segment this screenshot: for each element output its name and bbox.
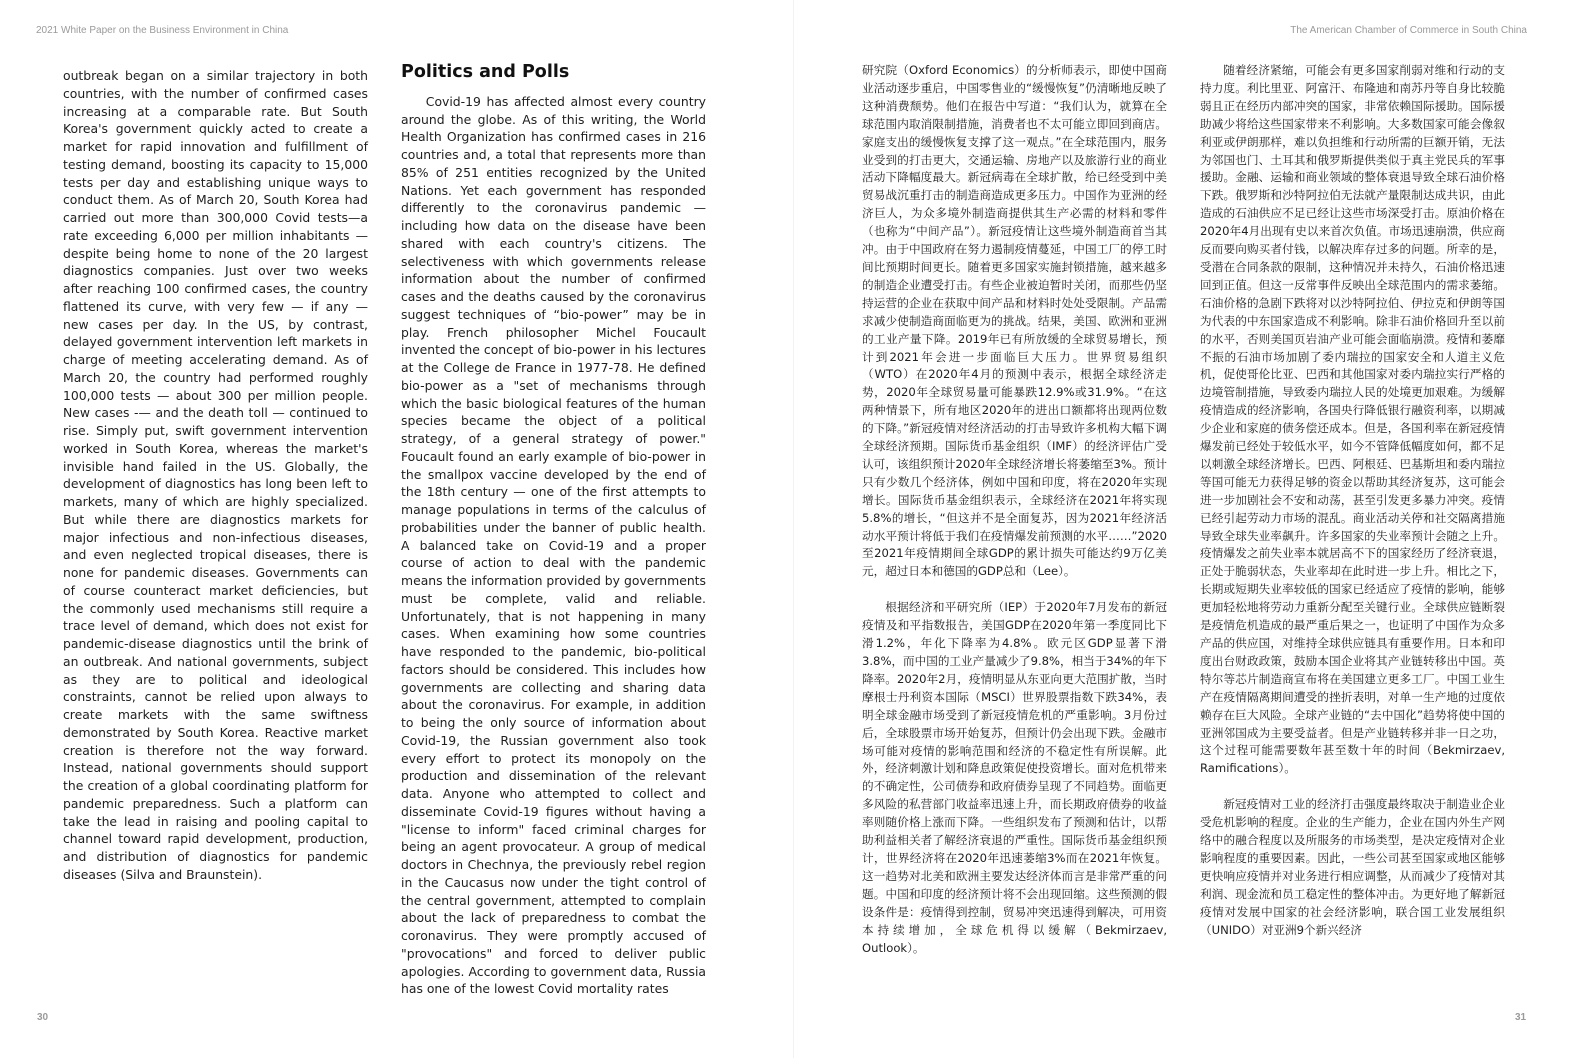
paragraph: outbreak began on a similar trajectory in both countries, with the number of confirmed cases increasing at a comparable rate. But South Korea's government quickly acted to create a market for rapid innovation and fulfillment of testing demand, boosting its capacity to 15,000 tests per day and establishing unique ways to conduct them. As of March 20, South Korea had carried out more than 300,000 Covid tests—a rate exceeding 6,000 per million inhabitants — despite being home to none of the 20 largest diagnostics companies. Just over two weeks after reaching 100 confirmed cases, the country flattened its curve, with very few — if any — new cases per day. In the US, by contrast, delayed government intervention left markets in charge of meeting accelerating demand. As of March 20, the country had performed roughly 100,000 tests — about 300 per million people. New cases -— and the death toll — continued to rise. Simply put, swift government intervention worked in South Korea, whereas the market's invisible hand failed in the US. Globally, the development of diagnostics has long been left to markets, many of which are highly specialized. But while there are diagnostics markets for major infectious and non-infectious diseases, and even neglected tropical diseases, there is none for pandemic diseases. Governments can of course counteract market deficiencies, but the commonly used mechanisms still require a trace level of demand, which does not exist for pandemic-disease diagnostics until the brink of an outbreak. And national governments, subject as they are to political and ideological constraints, cannot be relied upon always to create markets with the same swiftness demonstrated by South Korea. Reactive market creation is therefore not the way forward. Instead, national governments should support the creation of a global coordinating platform for pandemic preparedness. Such a platform can take the lead in raising and pooling capital to channel toward rapid development, production, and distribution of diagnostics for pandemic diseases (Silva and Braunstein).: [63, 68, 368, 882]
paragraph: Covid-19 has affected almost every country around the globe. As of this writing, the World Health Organization has confirmed cases in 216 countries and, a total that represents more than 85% of 251 entities recognized by the United Nations. Yet each government has responded differently to the coronavirus pandemic — including how data on the disease have been shared with each country's citizens. The selectiveness with which governments release information about the number of confirmed cases and the deaths caused by the coronavirus suggest techniques of “bio-power” may be in play. French philosopher Michel Foucault invented the concept of bio-power in his lectures at the College de France in 1977-78. He defined bio-power as a "set of mechanisms through which the basic biological features of the human species became the object of a political strategy, of a general strategy of power." Foucault found an early example of bio-power in the smallpox vaccine developed by the end of the 18th century — one of the first attempts to manage populations in terms of the calculus of probabilities under the banner of public health. A balanced take on Covid-19 and a proper course of action to deal with the pandemic means the information provided by governments must be complete, valid and reliable. Unfortunately, that is not happening in many cases. When examining how some countries have responded to the pandemic, bio-political factors should be considered. This includes how governments are collecting and sharing data about the coronavirus. For example, in addition to being the only source of information about Covid-19, the Russian government also took every effort to protect its monopoly on the production and dissemination of the relevant data. Anyone who attempted to collect and disseminate Covid-19 figures without having a "license to inform" faced criminal charges for being an agent provocateur. A group of medical doctors in Chechnya, the previously rebel region in the Caucasus now under the tight control of the central government, attempted to complain about the lack of preparedness to combat the coronavirus. They were promptly accused of "provocations" and forced to deliver public apologies. According to government data, Russia has one of the lowest Covid mortality rates: [401, 93, 706, 997]
running-header-left: 2021 White Paper on the Business Environment in China: [36, 25, 289, 36]
page-number-right: 31: [1515, 1012, 1527, 1023]
gutter: [793, 0, 794, 1058]
column-2: [401, 64, 706, 998]
paragraph: 随着经济紧缩，可能会有更多国家削弱对维和行动的支持力度。利比里亚、阿富汗、布隆迪和南苏丹等自身比较脆弱且正在经历内部冲突的国家，非常依赖国际援助。国际援助减少将给这些国家带来不利影响。大多数国家可能会像叙利亚或伊朗那样，难以负担维和行动所需的巨额开销，无法为邻国也门、土耳其和俄罗斯提供类似于真主党民兵的军事援助。金融、运输和商业领域的整体衰退导致全球石油价格下跌。俄罗斯和沙特阿拉伯无法就产量限制达成共识，由此造成的石油供应不足已经让这些市场深受打击。原油价格在2020年4月出现有史以来首次负值。市场迅速崩溃，供应商反而要向购买者付钱，以解决库存过多的问题。所幸的是，受潜在合同条款的限制，这种情况并未持久，石油价格迅速回到正值。但这一反常事件反映出全球范围内的需求萎缩。石油价格的急剧下跌将对以沙特阿拉伯、伊拉克和伊朗等国为代表的中东国家造成不利影响。除非石油价格回升至以前的水平，否则美国页岩油产业可能会面临崩溃。疫情和萎靡不振的石油市场加剧了委内瑞拉的国家安全和人道主义危机，促使哥伦比亚、巴西和其他国家对委内瑞拉实行严格的边境管制措施，导致委内瑞拉人民的处境更加艰难。为缓解疫情造成的经济影响，各国央行降低银行融资利率，以期减少企业和家庭的债务偿还成本。但是，各国利率在新冠疫情爆发前已经处于较低水平，如今不管降低幅度如何，都不足以刺激全球经济增长。巴西、阿根廷、巴基斯坦和委内瑞拉等国可能无力获得足够的资金以帮助其经济复苏，这可能会进一步加剧社会不安和动荡，甚至引发更多暴力冲突。疫情已经引起劳动力市场的混乱。商业活动关停和社交隔离措施导致全球失业率飙升。许多国家的失业率预计会随之上升。疫情爆发之前失业率本就居高不下的国家经历了经济衰退，正处于脆弱状态，失业率却在此时进一步上升。相比之下，长期或短期失业率较低的国家已经适应了疫情的影响，能够更加轻松地将劳动力重新分配至关键行业。全球供应链断裂是疫情危机造成的最严重后果之一，也证明了中国作为众多产品的供应国，对维持全球供应链具有重要作用。日本和印度出台财政政策，鼓励本国企业将其产业链转移出中国。英特尔等芯片制造商宣布将在美国建立更多工厂。中国工业生产在疫情隔离期间遭受的挫折表明，对单一生产地的过度依赖存在巨大风险。全球产业链的“去中国化”趋势将使中国的亚洲邻国成为主要受益者。但是产业链转移并非一日之功，这个过程可能需要数年甚至数十年的时间（Bekmirzaev, Ramifications）。: [1200, 63, 1505, 776]
running-header-right: The American Chamber of Commerce in South China: [1290, 25, 1527, 36]
paragraph: 根据经济和平研究所（IEP）于2020年7月发布的新冠疫情及和平指数报告，美国GDP在2020年第一季度同比下滑1.2%，年化下降率为4.8%。欧元区GDP显著下滑3.8%，而中国的工业产量减少了9.8%，相当于34%的年下降率。2020年2月，疫情明显从东亚向更大范围扩散，当时摩根士丹利资本国际（MSCI）世界股票指数下跌34%，表明全球金融市场受到了新冠疫情危机的严重影响。3月份过后，全球股票市场开始复苏，但预计仍会出现下跌。金融市场可能对疫情的影响范围和经济的不稳定性有所误解。此外，经济刺激计划和降息政策促使投资增长。面对危机带来的不确定性，公司债券和政府债券呈现了不同趋势。面临更多风险的私营部门收益率迅速上升，而长期政府债券的收益率则随价格上涨而下降。一些组织发布了预测和估计，以帮助利益相关者了解经济衰退的严重性。国际货币基金组织预计，世界经济将在2020年迅速萎缩3%而在2021年恢复。这一趋势对北美和欧洲主要发达经济体而言是非常严重的问题。中国和印度的经济预计将不会出现回缩。这些预测的假设条件是：疫情得到控制，贸易冲突迅速得到解决，可用资本持续增加，全球危机得以缓解（Bekmirzaev, Outlook）。: [862, 600, 1167, 955]
column-1: [63, 67, 368, 884]
paragraph: 研究院（Oxford Economics）的分析师表示，即使中国商业活动逐步重启，中国零售业的“缓慢恢复”仍清晰地反映了这种消费颓势。他们在报告中写道：“我们认为，就算在全球范围内取消限制措施，消费者也不太可能立即回到商店。家庭支出的缓慢恢复支撑了这一观点。”在全球范围内，服务业受到的打击更大，交通运输、房地产以及旅游行业的商业活动下降幅度最大。新冠病毒在全球扩散，给已经受到中美贸易战沉重打击的制造商造成更多压力。中国作为亚洲的经济巨人，为众多境外制造商提供其生产必需的材料和零件（也称为“中间产品”）。新冠疫情让这些境外制造商首当其冲。由于中国政府在努力遏制疫情蔓延，中国工厂的停工时间比预期时间更长。随着更多国家实施封锁措施，越来越多的制造企业遭受打击。有些企业被迫暂时关闭，而那些仍坚持运营的企业在获取中间产品和材料时处处受限制。产品需求减少使制造商面临更为的挑战。结果，美国、欧洲和亚洲的工业产量下降。2019年已有所放缓的全球贸易增长，预计到2021年会进一步面临巨大压力。世界贸易组织（WTO）在2020年4月的预测中表示，根据全球经济走势，2020年全球贸易量可能暴跌12.9%或31.9%。“在这两种情景下，所有地区2020年的进出口额都将出现两位数的下降。”新冠疫情对经济活动的打击导致许多机构大幅下调全球经济预期。国际货币基金组织（IMF）的经济评估广受认可，该组织预计2020年全球经济增长将萎缩至3%。预计只有少数几个经济体，例如中国和印度，将在2020年实现增长。国际货币基金组织表示，全球经济在2021年将实现5.8%的增长，“但这并不是全面复苏，因为2021年经济活动水平预计将低于我们在疫情爆发前预测的水平……”2020至2021年疫情期间全球GDP的累计损失可能达约9万亿美元，超过日本和德国的GDP总和（Lee）。: [862, 63, 1167, 579]
section-heading: Politics and Polls: [401, 62, 570, 82]
paragraph: 新冠疫情对工业的经济打击强度最终取决于制造业企业受危机影响的程度。企业的生产能力，企业在国内外生产网络中的融合程度以及所服务的市场类型，是决定疫情对企业影响程度的重要因素。因此，一些公司甚至国家或地区能够更快响应疫情并对业务进行相应调整，从而减少了疫情对其利润、现金流和员工稳定性的整体冲击。为更好地了解新冠疫情对发展中国家的社会经济影响，联合国工业发展组织（UNIDO）对亚洲9个新兴经济: [1200, 797, 1505, 937]
column-3: [862, 62, 1167, 957]
page-number-left: 30: [37, 1012, 49, 1023]
column-4: [1200, 62, 1505, 940]
